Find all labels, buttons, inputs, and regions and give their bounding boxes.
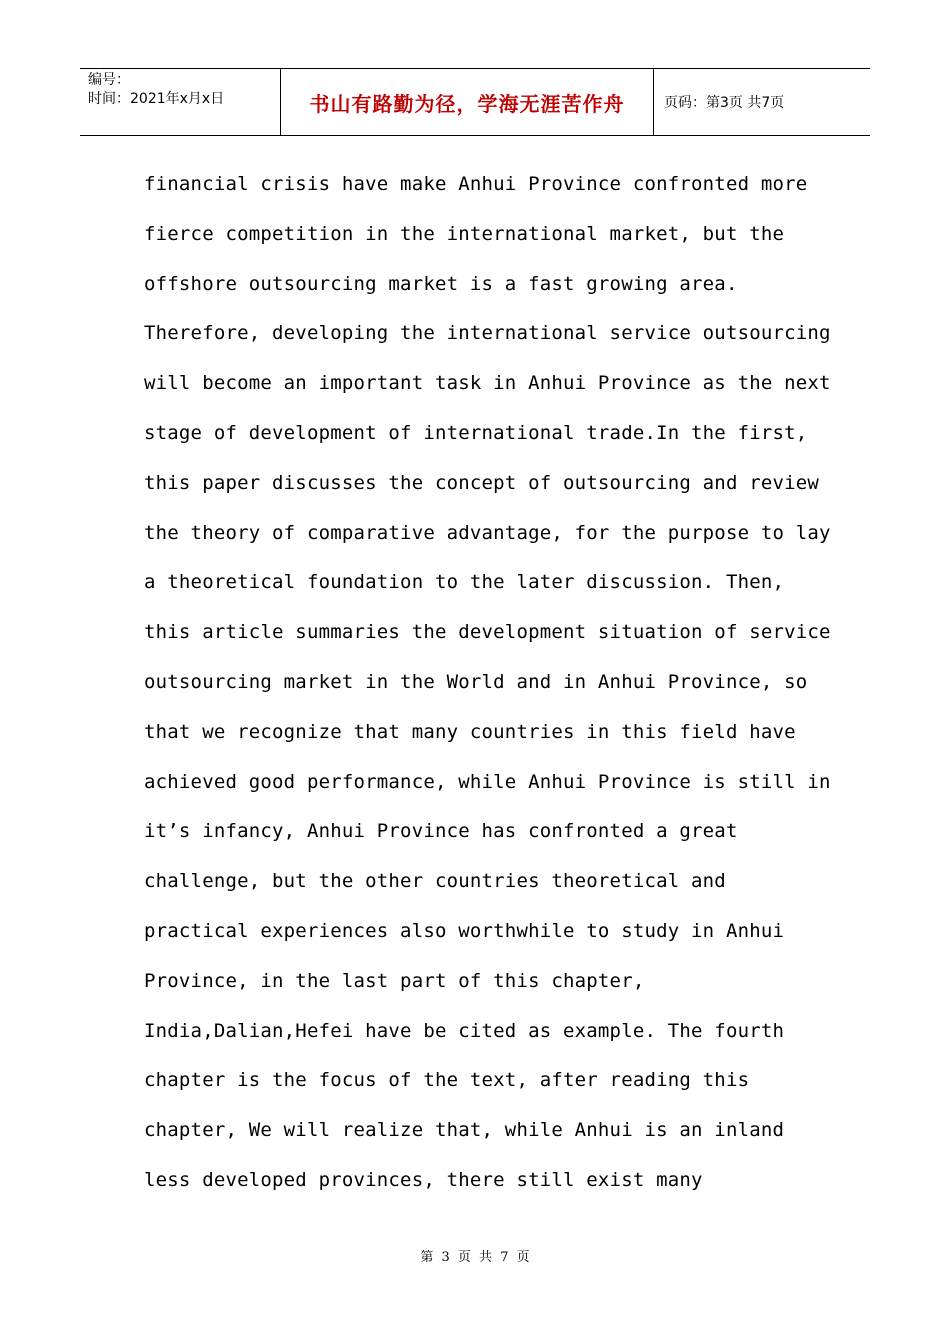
header-page-info: 页码：第3页 共7页 (664, 95, 785, 111)
page-header (80, 68, 870, 136)
body-line: financial crisis have make Anhui Province confronted more (144, 173, 808, 195)
body-line: this article summaries the development situation of service (144, 621, 831, 644)
number-label: 编号： (88, 72, 130, 88)
body-line: a theoretical foundation to the later discussion. Then, (144, 571, 785, 594)
header-motto: 书山有路勤为径，学海无涯苦作舟 (281, 69, 654, 135)
body-text (144, 160, 831, 1206)
body-line: practical experiences also worthwhile to study in Anhui (144, 919, 785, 942)
body-line: Therefore, developing the international service outsourcing (144, 322, 831, 345)
date-label: 时间：2021年x月x日 (88, 91, 225, 107)
header-meta-cell (80, 69, 281, 135)
body-line: offshore outsourcing market is a fast growing area. (144, 272, 738, 295)
body-line: outsourcing market in the World and in Anhui Province, so (144, 670, 808, 693)
body-line: the theory of comparative advantage, for the purpose to lay (144, 521, 831, 544)
body-line: this paper discusses the concept of outsourcing and review (144, 471, 820, 494)
body-line: India,Dalian,Hefei have be cited as example. The fourth (144, 1019, 785, 1042)
body-line: stage of development of international trade.In the first, (144, 421, 808, 444)
body-line: will become an important task in Anhui Province as the next (144, 372, 831, 395)
body-line: Province, in the last part of this chapter, (144, 969, 645, 992)
body-line: it’s infancy, Anhui Province has confronted a great (144, 820, 738, 843)
body-line: achieved good performance, while Anhui Province is still in (144, 770, 831, 793)
body-line: that we recognize that many countries in this field have (144, 720, 796, 743)
page-footer: 第 3 页 共 7 页 (420, 1250, 530, 1265)
body-line: challenge, but the other countries theoretical and (144, 870, 726, 893)
body-line: chapter is the focus of the text, after reading this (144, 1069, 750, 1092)
body-line: chapter, We will realize that, while Anhui is an inland (144, 1119, 785, 1142)
body-line: less developed provinces, there still exist many (144, 1168, 703, 1191)
body-line: fierce competition in the international market, but the (144, 222, 785, 245)
